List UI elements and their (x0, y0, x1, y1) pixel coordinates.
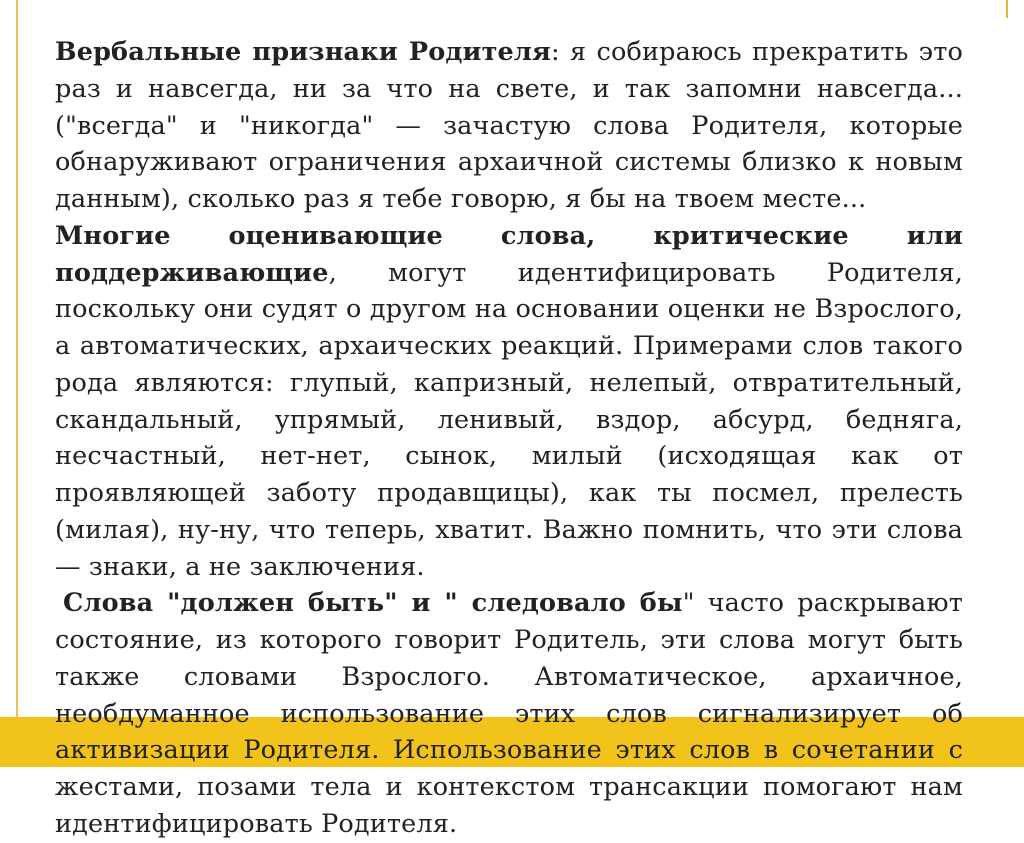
slide-body-text (55, 34, 963, 839)
paragraph-heading: Вербальные признаки Родителя (55, 37, 552, 67)
frame-left-line (16, 0, 18, 742)
paragraph-body: : я собираюсь прекратить это раз и навсегда, ни за что на свете, и так запомни навсегда... ("всегда" и "никогда" — зачастую слова Родителя, которые обнаруживают ограничения архаичной системы близко к новым данным), сколько раз я тебе говорю, я бы на твоем месте... (55, 37, 963, 214)
paragraph-evaluative-words (55, 218, 963, 586)
paragraph-body: " часто раскрывают состояние, из которого говорит Родитель, эти слова могут быть также словами Взрослого. Автоматическое, архаичное, необдуманное использование этих слов сигнализирует об активизации Родителя. Использование этих слов в сочетании с жестами, позами тела и контекстом трансакции помогают нам идентифицировать Родителя. (55, 588, 963, 839)
paragraph-should-words (55, 585, 963, 842)
paragraph-verbal-signs (55, 34, 963, 218)
paragraph-heading: Многие оценивающие слова, критические или поддерживающие (55, 220, 963, 288)
paragraph-body: , могут идентифицировать Родителя, поскольку они судят о другом на основании оценки не Взрослого, а автоматических, архаических реакций. Примерами слов такого рода являются: глупый, капризный, нелепый, отвратительный, скандальный, упрямый, ленивый, вздор, абсурд, бедняга, несчастный, нет-нет, сынок, милый (исходящая как от проявляющей заботу продавщицы), как ты посмел, прелесть (милая), ну-ну, что теперь, хватит. Важно помнить, что эти слова — знаки, а не заключения. (55, 257, 963, 582)
frame-top-right-mark (1006, 0, 1008, 18)
paragraph-heading: Слова "должен быть" и " следовало бы (63, 588, 683, 619)
